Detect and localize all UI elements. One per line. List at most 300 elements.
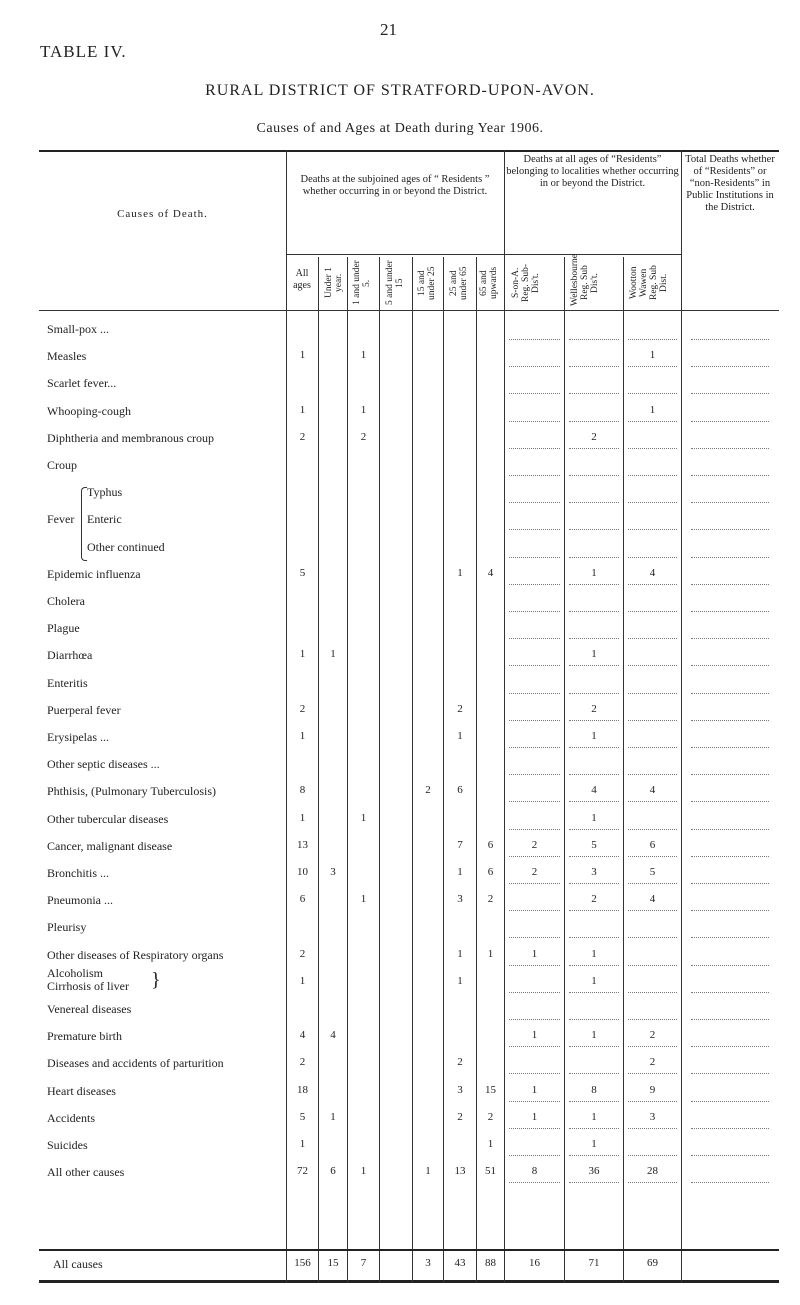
cell-value: 8: [591, 1083, 597, 1096]
dotted-leader: [509, 1182, 560, 1183]
header-rule: [286, 254, 504, 255]
dotted-leader: [569, 1128, 619, 1129]
cause-label: All causes: [53, 1257, 103, 1271]
dotted-leader: [509, 883, 560, 884]
cell-value: 2: [299, 430, 306, 443]
cell-value: 4: [330, 1029, 336, 1042]
cause-label: Small-pox ...: [47, 322, 109, 336]
dotted-leader: [628, 529, 677, 530]
cause-label: All other causes: [47, 1165, 125, 1180]
cell-value: 51: [485, 1165, 496, 1178]
dotted-leader: [569, 965, 619, 966]
cell-value: 16: [529, 1257, 540, 1269]
cell-value: 2: [487, 893, 494, 906]
cell-value: 15: [485, 1083, 496, 1096]
cell-value: 1: [425, 1165, 431, 1178]
cell-value: 1: [457, 947, 463, 960]
dotted-leader: [509, 339, 560, 340]
dotted-leader: [628, 393, 677, 394]
dotted-leader: [628, 1155, 677, 1156]
dotted-leader: [569, 693, 619, 694]
dotted-leader: [691, 801, 769, 802]
cell-value: 1: [299, 1138, 306, 1150]
cell-value: 6: [299, 893, 306, 906]
dotted-leader: [509, 393, 560, 394]
cell-value: 3: [457, 893, 463, 906]
brace-icon: }: [151, 968, 161, 991]
cell-value: 1: [591, 730, 597, 742]
cell-value: 4: [591, 784, 597, 797]
dotted-leader: [628, 1128, 677, 1129]
dotted-leader: [691, 339, 769, 340]
cell-value: 1: [299, 974, 306, 987]
dotted-leader: [628, 1101, 677, 1102]
cause-label: Accidents: [47, 1110, 95, 1125]
fever-group-label: Fever: [47, 512, 75, 527]
dotted-leader: [509, 992, 560, 993]
cell-value: 1: [591, 1138, 597, 1150]
cell-value: 6: [649, 838, 656, 851]
cell-value: 72: [297, 1165, 308, 1178]
dotted-leader: [509, 638, 560, 639]
dotted-leader: [628, 774, 677, 775]
causes-header: Causes of Death.: [117, 208, 208, 220]
dotted-leader: [569, 502, 619, 503]
dotted-leader: [569, 665, 619, 666]
dotted-leader: [628, 475, 677, 476]
cause-label: Heart diseases: [47, 1083, 116, 1098]
cell-value: 2: [531, 866, 538, 878]
age-15to25-header: 15 and under 25: [417, 266, 437, 300]
dotted-leader: [691, 638, 769, 639]
dotted-leader: [691, 1182, 769, 1183]
dotted-leader: [691, 557, 769, 558]
cell-value: 2: [649, 1029, 656, 1042]
dotted-leader: [628, 448, 677, 449]
dotted-leader: [691, 883, 769, 884]
cell-value: 1: [330, 1110, 336, 1123]
age-1to5-header: 1 and under 5.: [352, 260, 372, 306]
dotted-leader: [509, 720, 560, 721]
table-row: [39, 1107, 779, 1129]
cell-value: 1: [299, 811, 306, 824]
cell-value: 1: [591, 1110, 597, 1123]
cell-value: 1: [591, 947, 597, 960]
cell-value: 36: [588, 1165, 600, 1178]
table-row: [39, 1025, 779, 1047]
cell-value: 1: [487, 1138, 494, 1150]
cause-label: Diseases and accidents of parturition: [47, 1056, 224, 1071]
cause-label: Measles: [47, 349, 87, 364]
fever-bracket: [81, 487, 87, 561]
table-row: [39, 508, 779, 530]
table-row: [39, 835, 779, 857]
cell-value: 1: [531, 1083, 538, 1096]
cause-label: Bronchitis ...: [47, 866, 109, 880]
cell-value: 1: [531, 1110, 538, 1123]
cell-value: 1: [591, 566, 597, 579]
cause-label: Diphtheria and membranous croup: [47, 430, 214, 445]
dotted-leader: [691, 584, 769, 585]
dotted-leader: [628, 965, 677, 966]
dotted-leader: [691, 393, 769, 394]
dotted-leader: [628, 856, 677, 857]
cause-label: Typhus: [87, 485, 123, 500]
dotted-leader: [569, 475, 619, 476]
cell-value: 10: [297, 866, 308, 878]
cell-value: 1: [457, 974, 463, 987]
dotted-leader: [509, 801, 560, 802]
cell-value: 28: [647, 1165, 658, 1178]
dotted-leader: [569, 529, 619, 530]
dotted-leader: [691, 910, 769, 911]
dotted-leader: [628, 1073, 677, 1074]
cell-value: 2: [299, 947, 306, 960]
age-25to65-header: 25 and under 65: [449, 266, 469, 300]
dotted-leader: [691, 665, 769, 666]
dotted-leader: [691, 1019, 769, 1020]
table-row: [39, 400, 779, 422]
cell-value: 4: [299, 1029, 306, 1042]
table-caption: Causes of and Ages at Death during Year 1906.: [256, 121, 544, 136]
dotted-leader: [628, 584, 677, 585]
cell-value: 7: [360, 1257, 367, 1269]
dotted-leader: [509, 421, 560, 422]
dotted-leader: [509, 829, 560, 830]
cell-value: 1: [591, 811, 597, 824]
cell-value: 2: [360, 430, 367, 443]
dotted-leader: [628, 1019, 677, 1020]
cell-value: 6: [487, 838, 494, 851]
table-row: [39, 563, 779, 585]
all-ages-header: All ages: [293, 268, 311, 291]
dotted-leader: [628, 883, 677, 884]
dotted-leader: [569, 910, 619, 911]
cell-value: 4: [649, 566, 656, 579]
table-row: [39, 1253, 779, 1275]
cause-label: Suicides: [47, 1138, 88, 1152]
table-row: [39, 1161, 779, 1183]
dotted-leader: [569, 1073, 619, 1074]
under1-header: Under 1 year.: [324, 267, 344, 299]
cell-value: 18: [297, 1083, 308, 1096]
dotted-leader: [628, 992, 677, 993]
table-row: [39, 889, 779, 911]
dotted-leader: [509, 366, 560, 367]
dotted-leader: [691, 856, 769, 857]
dotted-leader: [509, 1128, 560, 1129]
cell-value: 2: [531, 838, 538, 851]
dotted-leader: [509, 937, 560, 938]
cause-label: Enteritis: [47, 675, 88, 690]
cell-value: 5: [299, 566, 306, 579]
cause-label: Cancer, malignant disease: [47, 838, 173, 853]
dotted-leader: [691, 611, 769, 612]
table-row: [39, 753, 779, 775]
cause-label: Pneumonia ...: [47, 893, 113, 908]
dotted-leader: [569, 937, 619, 938]
cause-label: Enteric: [87, 512, 122, 527]
cell-value: 156: [294, 1257, 311, 1269]
total-rule: [39, 1249, 779, 1251]
cause-label: Cholera: [47, 594, 85, 608]
dotted-leader: [691, 1073, 769, 1074]
cell-value: 5: [591, 838, 597, 851]
dotted-leader: [569, 366, 619, 367]
dotted-leader: [509, 584, 560, 585]
cell-value: 2: [591, 893, 597, 906]
cell-value: 1: [299, 403, 306, 416]
cell-value: 5: [649, 866, 656, 878]
cell-value: 9: [649, 1083, 656, 1096]
cause-label-secondary: Cirrhosis of liver: [47, 978, 129, 993]
dotted-leader: [569, 720, 619, 721]
table-row: [39, 780, 779, 802]
dotted-leader: [691, 720, 769, 721]
cell-value: 1: [457, 730, 463, 742]
dotted-leader: [509, 529, 560, 530]
age-5to15-header: 5 and under 15: [385, 260, 405, 306]
table-row: [39, 1134, 779, 1156]
dotted-leader: [569, 611, 619, 612]
dotted-leader: [569, 421, 619, 422]
dotted-leader: [569, 1046, 619, 1047]
dotted-leader: [509, 965, 560, 966]
table-row: [39, 672, 779, 694]
cause-label: Croup: [47, 458, 77, 472]
dotted-leader: [691, 502, 769, 503]
cell-value: 5: [299, 1110, 306, 1123]
dotted-leader: [628, 801, 677, 802]
cell-value: 1: [360, 811, 367, 824]
cell-value: 4: [487, 566, 494, 579]
table-label: TABLE IV.: [40, 42, 127, 61]
cell-value: 8: [531, 1165, 538, 1178]
dotted-leader: [569, 448, 619, 449]
table-top-border: [39, 150, 779, 152]
cell-value: 2: [487, 1110, 494, 1123]
table-bottom-border: [39, 1280, 779, 1283]
wootton-header: Wootton Wawen Reg. Sub Dist.: [629, 265, 669, 301]
dotted-leader: [691, 1155, 769, 1156]
dotted-leader: [569, 883, 619, 884]
cause-label: Epidemic influenza: [47, 566, 141, 581]
dotted-leader: [691, 774, 769, 775]
table-row: [39, 726, 779, 748]
header-rule: [504, 254, 681, 255]
cell-value: 1: [591, 1029, 597, 1042]
cell-value: 1: [360, 1165, 367, 1178]
dotted-leader: [691, 829, 769, 830]
table-row: [39, 998, 779, 1020]
dotted-leader: [509, 1155, 560, 1156]
localities-group-header: Deaths at all ages of “Residents” belonging to localities whether occurring in or beyond the District.: [506, 154, 679, 189]
table-row: [39, 536, 779, 558]
dotted-leader: [628, 557, 677, 558]
cell-value: 71: [588, 1257, 600, 1269]
dotted-leader: [628, 665, 677, 666]
cell-value: 88: [485, 1257, 496, 1269]
dotted-leader: [691, 1101, 769, 1102]
table-row: [39, 481, 779, 503]
dotted-leader: [569, 992, 619, 993]
dotted-leader: [691, 992, 769, 993]
table-row: [39, 590, 779, 612]
dotted-leader: [509, 1101, 560, 1102]
dotted-leader: [509, 611, 560, 612]
cell-value: 43: [454, 1257, 466, 1269]
table-row: [39, 1080, 779, 1102]
cell-value: 4: [649, 893, 656, 906]
cell-value: 3: [591, 866, 597, 878]
dotted-leader: [628, 638, 677, 639]
dotted-leader: [691, 529, 769, 530]
cell-value: 13: [297, 838, 308, 851]
dotted-leader: [628, 611, 677, 612]
dotted-leader: [569, 584, 619, 585]
cause-label: Plague: [47, 621, 80, 636]
cell-value: 2: [299, 702, 306, 715]
dotted-leader: [509, 1046, 560, 1047]
table-row: [39, 644, 779, 666]
dotted-leader: [569, 1019, 619, 1020]
cell-value: 1: [457, 566, 463, 579]
dotted-leader: [691, 475, 769, 476]
cell-value: 1: [457, 866, 463, 878]
cell-value: 1: [360, 403, 367, 416]
page-number: 21: [380, 20, 397, 39]
cell-value: 2: [591, 702, 597, 715]
dotted-leader: [628, 1182, 677, 1183]
cell-value: 3: [425, 1257, 431, 1269]
dotted-leader: [509, 1019, 560, 1020]
dotted-leader: [628, 747, 677, 748]
dotted-leader: [569, 1101, 619, 1102]
cell-value: 1: [591, 974, 597, 987]
cell-value: 13: [454, 1165, 466, 1178]
cell-value: 6: [330, 1165, 336, 1178]
dotted-leader: [628, 1046, 677, 1047]
dotted-leader: [509, 856, 560, 857]
wellesbourne-header: Wellesbourne Reg. Sub Dis't.: [570, 254, 600, 306]
cell-value: 1: [330, 648, 336, 661]
cell-value: 7: [457, 838, 463, 851]
dotted-leader: [628, 937, 677, 938]
cell-value: 3: [457, 1083, 463, 1096]
cause-label: Erysipelas ...: [47, 730, 109, 744]
institutions-group-header: Total Deaths whether of “Residents” or “non-Residents” in Public Institutions in the District.: [685, 154, 775, 213]
table-row: [39, 916, 779, 938]
dotted-leader: [569, 747, 619, 748]
cause-label: Scarlet fever...: [47, 376, 117, 391]
cell-value: 2: [299, 1056, 306, 1069]
dotted-leader: [628, 829, 677, 830]
cell-value: 1: [360, 893, 367, 906]
cell-value: 69: [647, 1257, 658, 1269]
table-row: [39, 345, 779, 367]
dotted-leader: [509, 1073, 560, 1074]
district-title: RURAL DISTRICT OF STRATFORD-UPON-AVON.: [205, 82, 595, 99]
table-row: [39, 699, 779, 721]
dotted-leader: [691, 366, 769, 367]
table-row: [39, 965, 779, 993]
cell-value: 1: [591, 648, 597, 661]
cell-value: 6: [487, 866, 494, 878]
dotted-leader: [509, 475, 560, 476]
cause-label: Other tubercular diseases: [47, 811, 169, 826]
dotted-leader: [628, 366, 677, 367]
dotted-leader: [569, 801, 619, 802]
dotted-leader: [509, 502, 560, 503]
dotted-leader: [691, 1128, 769, 1129]
dotted-leader: [569, 393, 619, 394]
dotted-leader: [628, 502, 677, 503]
cell-value: 2: [457, 702, 463, 715]
table-row: [39, 944, 779, 966]
cause-label: Other diseases of Respiratory organs: [47, 947, 224, 962]
dotted-leader: [569, 1182, 619, 1183]
dotted-leader: [509, 693, 560, 694]
cause-label: Other continued: [87, 539, 165, 554]
dotted-leader: [569, 829, 619, 830]
dotted-leader: [691, 693, 769, 694]
dotted-leader: [691, 747, 769, 748]
cell-value: 2: [457, 1056, 463, 1069]
dotted-leader: [691, 937, 769, 938]
table-row: [39, 808, 779, 830]
header-bottom-rule: [39, 310, 779, 311]
cell-value: 1: [649, 349, 656, 362]
dotted-leader: [509, 747, 560, 748]
dotted-leader: [509, 665, 560, 666]
cell-value: 15: [327, 1257, 339, 1269]
cell-value: 1: [649, 403, 656, 416]
cause-label: Phthisis, (Pulmonary Tuberculosis): [47, 784, 217, 799]
cell-value: 1: [487, 947, 494, 960]
table-row: [39, 1052, 779, 1074]
table-row: [39, 372, 779, 394]
dotted-leader: [691, 448, 769, 449]
cause-label: Other septic diseases ...: [47, 757, 160, 772]
sona-header: S-on-A. Reg. Sub-Dis't.: [511, 264, 541, 302]
dotted-leader: [628, 693, 677, 694]
cell-value: 1: [531, 1029, 538, 1042]
cell-value: 3: [649, 1110, 656, 1123]
dotted-leader: [691, 1046, 769, 1047]
dotted-leader: [628, 720, 677, 721]
dotted-leader: [569, 856, 619, 857]
dotted-leader: [691, 421, 769, 422]
dotted-leader: [509, 774, 560, 775]
cell-value: 2: [457, 1110, 463, 1123]
cause-label: Premature birth: [47, 1029, 122, 1044]
dotted-leader: [569, 557, 619, 558]
cell-value: 4: [649, 784, 656, 797]
table-row: [39, 617, 779, 639]
table-row: [39, 427, 779, 449]
cell-value: 2: [425, 784, 431, 797]
dotted-leader: [628, 910, 677, 911]
dotted-leader: [569, 638, 619, 639]
cause-label: Venereal diseases: [47, 1002, 132, 1016]
cell-value: 2: [649, 1056, 656, 1069]
cause-label: Puerperal fever: [47, 702, 121, 717]
cause-label: Diarrhœa: [47, 648, 93, 663]
cause-label: Whooping-cough: [47, 403, 131, 418]
ages-group-header: Deaths at the subjoined ages of “ Residents ” whether occurring in or beyond the District.: [300, 174, 490, 197]
dotted-leader: [509, 910, 560, 911]
cell-value: 8: [299, 784, 306, 797]
